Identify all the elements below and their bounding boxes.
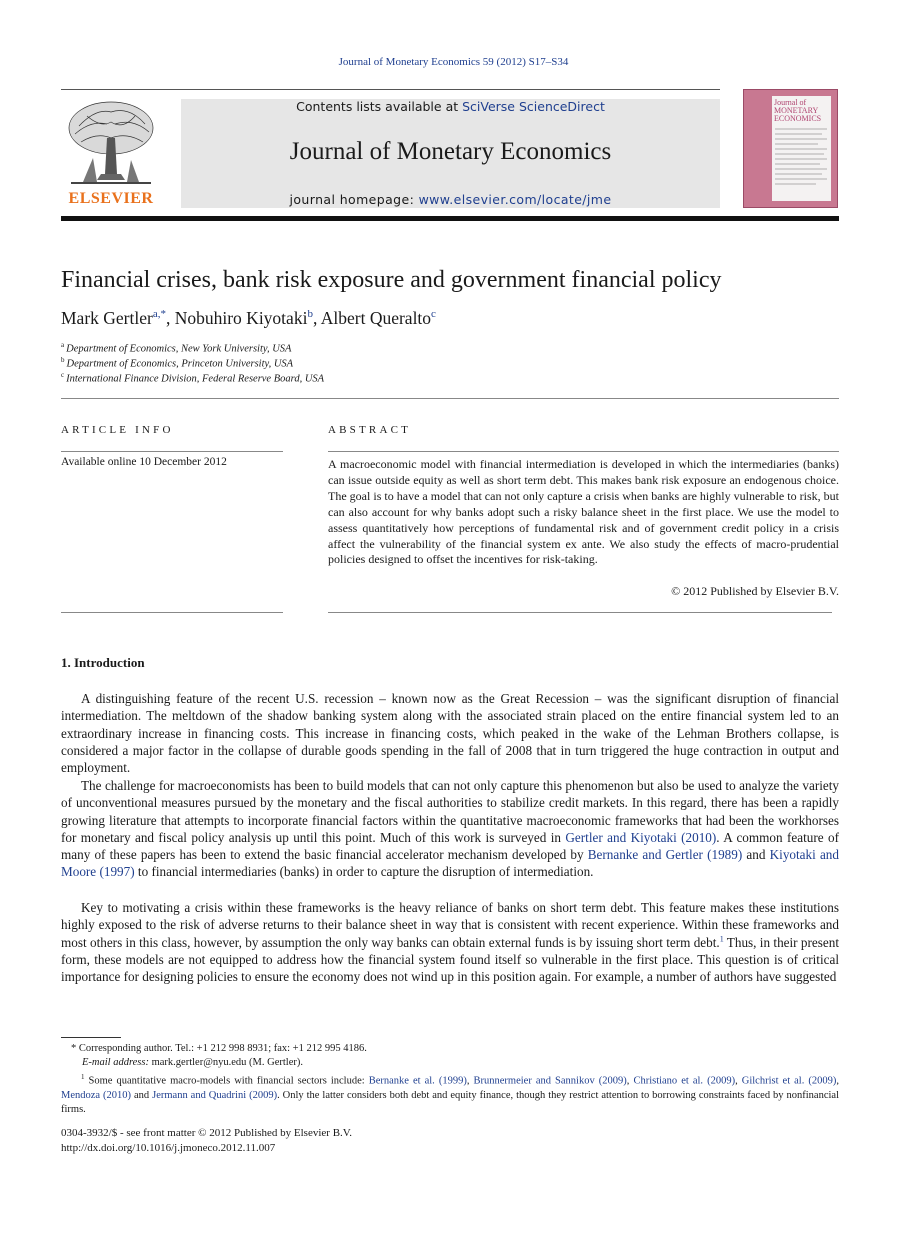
cover-title-line3: ECONOMICS (774, 114, 822, 123)
citation-link[interactable]: Bernanke et al. (1999) (368, 1075, 467, 1087)
citation-link[interactable]: Jermann and Quadrini (2009) (152, 1089, 278, 1101)
author-marks[interactable]: b (307, 308, 313, 321)
affiliation-mark: c (61, 371, 65, 379)
header-thick-rule (61, 216, 839, 221)
doi-link[interactable]: http://dx.doi.org/10.1016/j.jmoneco.2012.11.007 (61, 1141, 276, 1154)
text-run: The challenge for macroeconomists has been to build models that can not only capture this phenomenon but also be used to analyze the variety of unconventional measures pursued by the monetary and the fiscal authorities to stabilize credit markets. In this regard, there has been a rapidly growing literature that attempts to incorporate financial factors within the quantitative macroeconomic frameworks that had been the workhorses for monetary and fiscal policy analysis up until this point. Much of this work is surveyed in (61, 778, 839, 845)
text-run: Key to motivating a crisis within these frameworks is the heavy reliance of banks on short term debt. This feature makes these institutions highly exposed to the risk of adverse returns to their balance sheet in way that is consistent with recent experience. Within these frameworks and most others in this class, however, by assumption the only way banks can obtain external funds is by issuing short term debt. (61, 900, 839, 950)
info-rule (61, 451, 283, 452)
abstract-bottom-rule (328, 612, 832, 613)
footnote-ref[interactable]: 1 (719, 934, 724, 944)
text-run: Thus, in their present form, these models are not equipped to address how the financial system found itself so vulnerable in the first place. This question is of critical importance for designing policies to ensure the economy does not wind up in this position again. For example, a number of authors have suggested (61, 934, 839, 985)
corresponding-author-note (61, 1042, 839, 1056)
journal-citation[interactable]: Journal of Monetary Economics 59 (2012) S17–S34 (338, 56, 569, 68)
contents-prefix: Contents lists available at (296, 99, 463, 114)
email-note (61, 1056, 839, 1070)
abstract-rule (328, 451, 839, 452)
footnote-mark: * (71, 1043, 77, 1054)
footnote-text: . Only the latter considers both debt and equity finance, though they restrict attention to borrowing constraints faced by nonfinancial firms. (61, 1089, 839, 1115)
affiliation-text: International Finance Division, Federal Reserve Board, USA (66, 373, 325, 385)
author-name[interactable]: Nobuhiro Kiyotaki (174, 308, 308, 328)
author-name[interactable]: Mark Gertler (61, 308, 153, 328)
cover-toc-lines (772, 123, 831, 193)
separator: and (131, 1089, 153, 1101)
citation-link[interactable]: Brunnermeier and Sannikov (2009) (473, 1075, 627, 1087)
separator: , (466, 1075, 474, 1087)
email-label: E-mail address: (82, 1057, 149, 1068)
article-title: Financial crises, bank risk exposure and government financial policy (61, 267, 722, 293)
front-matter (61, 1126, 352, 1155)
author-marks[interactable]: a,* (152, 308, 166, 321)
author-name[interactable]: Albert Queralto (320, 308, 432, 328)
footnote-text: Some quantitative macro-models with financial sectors include: (84, 1075, 369, 1087)
elsevier-wordmark: ELSEVIER (68, 190, 154, 207)
journal-homepage (181, 192, 720, 207)
affiliation (61, 371, 324, 385)
author-list: Mark Gertler$^{a,*}$, Nobuhiro Kiyotaki$^b$, Albert Queralto$^c$ (61, 308, 436, 328)
affiliation-text: Department of Economics, Princeton University, USA (66, 358, 294, 370)
footnote-1 (61, 1070, 839, 1117)
separator: , (836, 1075, 840, 1087)
article-info-heading: ARTICLE INFO (61, 424, 174, 436)
contents-availability (181, 99, 720, 114)
citation-link[interactable]: Kiyotaki and Moore (1997) (61, 847, 839, 880)
text-run: and (742, 847, 770, 863)
abstract-text: A macroeconomic model with financial intermediation is developed in which the intermediaries (banks) can issue outside equity as well as short term debt. This makes bank risk exposure an endogenous choice. The goal is to have a model that can not only capture a crisis when banks are highly vulnerable to risk, but can also account for why banks adopt such a risky balance sheet in the first place. We use the model to assess quantitatively how perceptions of fundamental risk and of government credit policy in a crisis affect the vulnerability of the financial system ex ante. We also study the effects of macro-prudential policies designed to offset the incentives for risk-taking. (328, 457, 839, 567)
abstract-copyright: © 2012 Published by Elsevier B.V. (671, 584, 839, 598)
body-paragraph (61, 899, 839, 985)
footnote-mark: 1 (81, 1073, 85, 1081)
section-heading: 1. Introduction (61, 655, 145, 670)
homepage-link[interactable]: www.elsevier.com/locate/jme (418, 192, 612, 207)
journal-title: Journal of Monetary Economics (289, 138, 612, 165)
email-address[interactable]: mark.gertler@nyu.edu (M. Gertler). (148, 1057, 303, 1068)
separator: , (735, 1075, 742, 1087)
affiliation-mark: a (61, 341, 65, 349)
affiliation-mark: b (61, 356, 65, 364)
journal-cover-thumbnail[interactable] (743, 89, 838, 208)
citation-link[interactable]: Gertler and Kiyotaki (2010) (565, 829, 717, 845)
affiliation (61, 341, 291, 355)
affiliation-rule (61, 398, 839, 399)
issn-line: 0304-3932/$ - see front matter © 2012 Published by Elsevier B.V. (61, 1127, 353, 1139)
cover-title-line1: Journal of (774, 98, 807, 107)
body-paragraph: A distinguishing feature of the recent U.S. recession – known now as the Great Recession – was the significant disruption of financial intermediation. The meltdown of the shadow banking system along with the associated strain placed on the entire financial system led to an extraordinary increase in financing costs. This increase in financing costs, which peaked in the wake of the Lehman Brothers collapse, is considered a major factor in the collapse of durable goods spending in the fall of 2008 that in turn triggered the huge contraction in output and employment. (61, 691, 839, 776)
body-paragraph (61, 777, 839, 881)
separator: , (626, 1075, 634, 1087)
footnote-rule (61, 1037, 121, 1038)
affiliation (61, 356, 293, 370)
cover-title-line2: MONETARY (774, 106, 819, 115)
citation-link[interactable]: Gilchrist et al. (2009) (741, 1075, 837, 1087)
text-run: . A common feature of many of these papers has been to extend the basic financial accelerator mechanism developed by (61, 829, 839, 863)
sciencedirect-link[interactable]: SciVerse ScienceDirect (462, 99, 605, 114)
citation-link[interactable]: Mendoza (2010) (61, 1089, 132, 1101)
affiliation-text: Department of Economics, New York University, USA (66, 343, 292, 355)
abstract-heading: ABSTRACT (328, 424, 412, 436)
header-rule (61, 89, 720, 90)
homepage-prefix: journal homepage: (289, 192, 419, 207)
text-run: to financial intermediaries (banks) in order to capture the disruption of intermediation. (134, 864, 594, 880)
info-bottom-rule (61, 612, 283, 613)
available-online-date: Available online 10 December 2012 (61, 456, 227, 468)
citation-link[interactable]: Bernanke and Gertler (1989) (587, 847, 743, 863)
cover-page (772, 96, 831, 201)
author-marks[interactable]: c (431, 308, 436, 321)
footnote-text: Corresponding author. Tel.: +1 212 998 8931; fax: +1 212 995 4186. (76, 1043, 367, 1054)
citation-link[interactable]: Christiano et al. (2009) (633, 1075, 736, 1087)
